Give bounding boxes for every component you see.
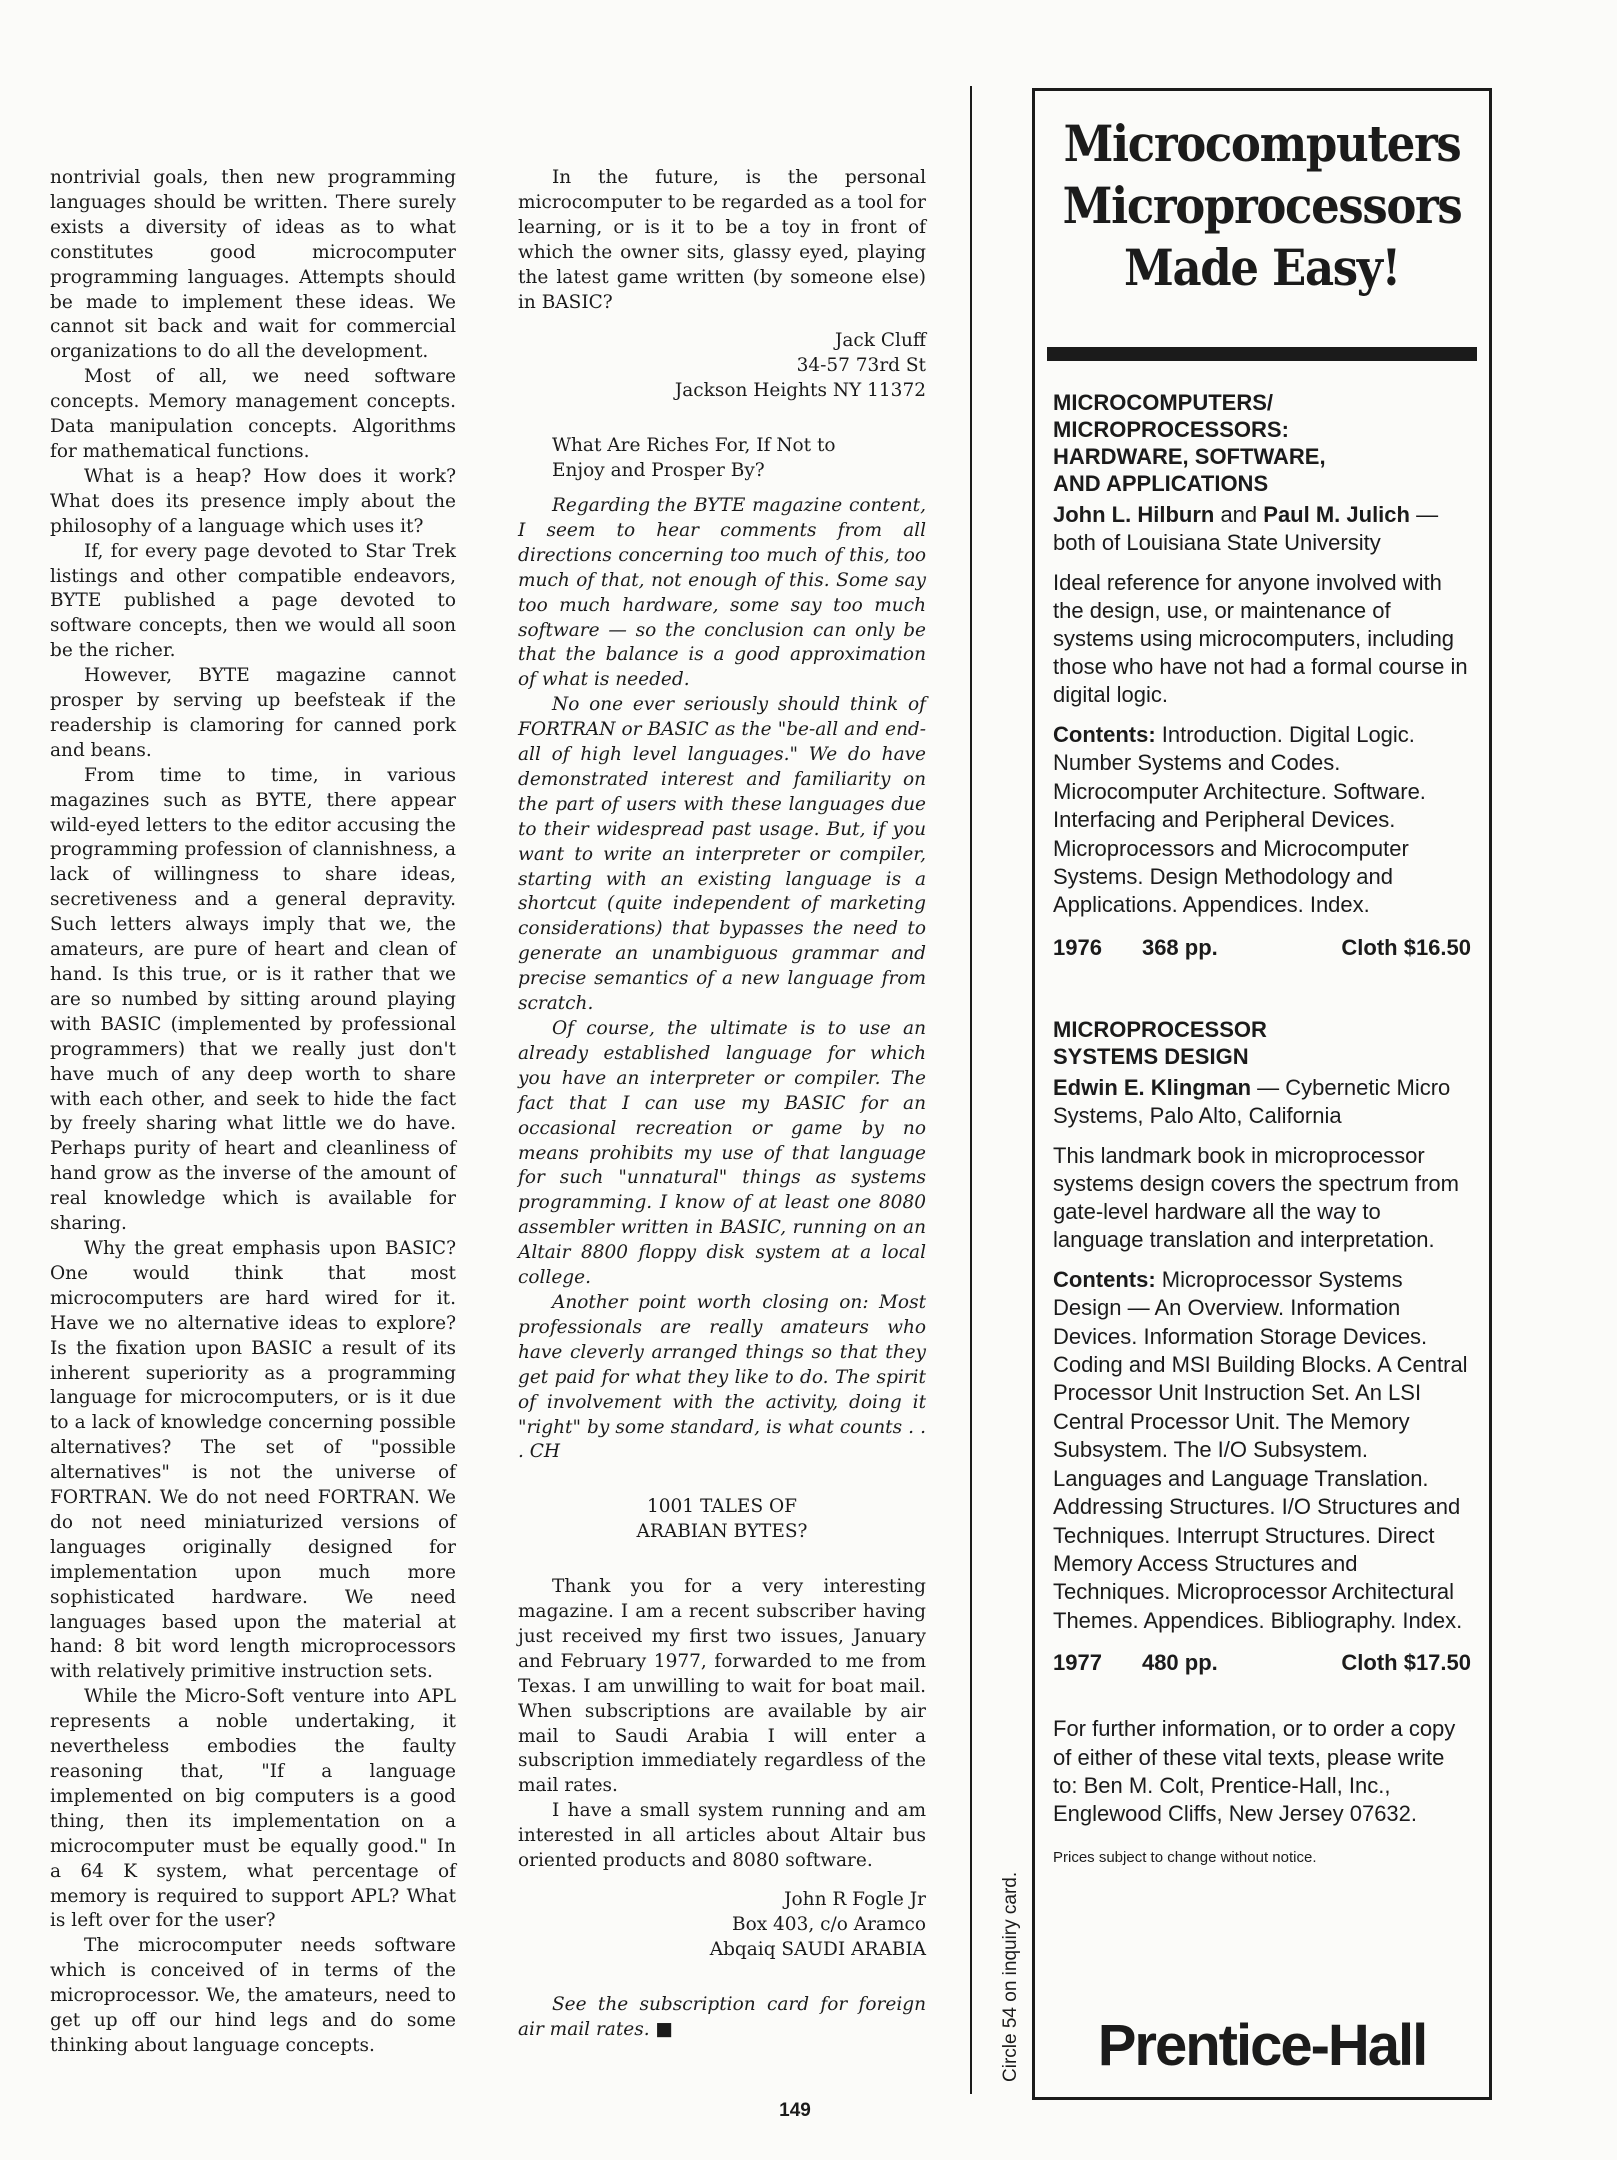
book-contents xyxy=(1053,1266,1471,1635)
body-paragraph: However, BYTE magazine cannot prosper by serving up beefsteak if the readership is clamoring for canned pork and beans. xyxy=(50,665,456,761)
body-paragraph: While the Micro-Soft venture into APL represents a noble undertaking, it nevertheless embodies the faulty reasoning that, "If a language implemented on big computers is a good thing, then its implementation on a microcomputer must be equally good." In a 64 K system, what percentage of memory is required to support APL? What is left over for the user? xyxy=(50,1686,456,1932)
column-divider xyxy=(970,86,972,2094)
ad-headline xyxy=(1058,113,1467,299)
letter-heading: 1001 TALES OF xyxy=(647,1496,797,1518)
book-year: 1976 xyxy=(1053,934,1102,960)
reply-paragraph: Another point worth closing on: Most professionals are really amateurs who have cleverly arranged things so that they get paid for what they like to do. The spirit of involvement with the activity, doing it "right" by some standard, is what counts . . . CH xyxy=(518,1291,926,1463)
reply-paragraph: Regarding the BYTE magazine content, I seem to hear comments from all directions concerning too much of this, too much of that, not enough of this. Some say too much hardware, some say too much software — so the conclusion can only be that the balance is a good approximation of what is needed. xyxy=(518,494,926,691)
body-paragraph: From time to time, in various magazines such as BYTE, there appear wild-eyed letters to the editor accusing the programming profession of clannishness, a lack of willingness to share ideas, secretiveness and a general depravity. Such letters always imply that we, the amateurs, are pure of heart and clean of hand. Is this true, or is it rather that we are so numbed by sitting around playing with BASIC (implemented by professional programmers) that we really just don't have much of any deep worth to share with each other, and seek to hide the fact by freely sharing what little we do have. Perhaps purity of heart and cleanliness of hand grow as the inverse of the amount of real knowledge which is available for sharing. xyxy=(50,764,456,1235)
book-2 xyxy=(1053,1016,1471,1677)
book-pages: 480 pp. xyxy=(1141,1650,1218,1676)
letter-column-2 xyxy=(518,166,926,2043)
letter-heading: ARABIAN BYTES? xyxy=(636,1521,808,1543)
book-authors xyxy=(1053,1074,1471,1130)
book-title-line: MICROPROCESSORS: xyxy=(1053,417,1289,442)
book-title-line: AND APPLICATIONS xyxy=(1053,471,1269,496)
ad-body xyxy=(1053,389,1471,1866)
editor-note-text: See the subscription card for foreign air mail rates. xyxy=(518,1993,926,2040)
body-paragraph: Most of all, we need software concepts. Memory management concepts. Data manipulation concepts. Algorithms for mathematical functions. xyxy=(50,366,456,462)
body-paragraph: Thank you for a very interesting magazine. I am a recent subscriber having just received my first two issues, January and February 1977, forwarded to me from Texas. I am unwilling to wait for boat mail. When subscriptions are available by air mail to Saudi Arabia I will enter a subscription immediately regardless of the mail rates. xyxy=(518,1576,926,1797)
order-info: For further information, or to order a copy of either of these vital texts, please write to: Ben M. Colt, Prentice-Hall, Inc., Englewood Cliffs, New Jersey 07632. xyxy=(1053,1716,1456,1827)
book-description: This landmark book in microprocessor systems design covers the spectrum from gate-level hardware all the way to language translation and interpretation. xyxy=(1053,1142,1459,1252)
book-meta xyxy=(1053,1649,1471,1677)
letter-closing-paragraph: In the future, is the personal microcomputer to be regarded as a tool for learning, or is it to be a toy in front of which the owner sits, glassy eyed, playing the latest game written (by someone else) in BASIC? xyxy=(518,167,926,313)
page-number: 149 xyxy=(779,2100,811,2121)
book-price: Cloth $17.50 xyxy=(1341,1650,1471,1676)
contents-label: Contents: xyxy=(1053,1266,1156,1292)
letter-column-1 xyxy=(50,166,456,2059)
prentice-hall-advertisement xyxy=(1032,88,1492,2100)
author-affiliation: — Cybernetic Micro Systems, Palo Alto, California xyxy=(1053,1074,1451,1128)
book-title-line: MICROCOMPUTERS/ xyxy=(1053,390,1273,415)
body-paragraph: What is a heap? How does it work? What does its presence imply about the philosophy of a language which uses it? xyxy=(50,465,456,537)
ad-headline-line: Microprocessors xyxy=(1062,176,1462,235)
signature-city: Abqaiq SAUDI ARABIA xyxy=(709,1938,926,1960)
book-description: Ideal reference for anyone involved with the design, use, or maintenance of systems using microcomputers, including those who have not had a formal course in digital logic. xyxy=(1053,570,1468,707)
ad-headline-line: Made Easy! xyxy=(1124,238,1400,297)
editor-note xyxy=(518,1993,926,2043)
signature-name: John R Fogle Jr xyxy=(784,1889,926,1910)
author-name: John L. Hilburn xyxy=(1053,502,1215,527)
signature-city: Jackson Heights NY 11372 xyxy=(674,380,926,402)
body-paragraph: I have a small system running and am interested in all articles about Altair bus oriented products and 8080 software. xyxy=(518,1800,926,1872)
book-title-line: MICROPROCESSOR xyxy=(1053,1016,1267,1042)
letter-heading: Enjoy and Prosper By? xyxy=(552,460,765,482)
reply-paragraph: No one ever seriously should think of FORTRAN or BASIC as the "be-all and end-all of high level languages." We do have demonstrated interest and familiarity on the part of users with these languages due to their widespread past usage. But, if you want to write an interpreter or compiler, starting with an existing language is a shortcut (quite independent of marketing considerations) that bypasses the need to generate an unambiguous grammar and precise semantics of a new language from scratch. xyxy=(518,694,926,1015)
book-pages: 368 pp. xyxy=(1141,934,1218,960)
body-paragraph: If, for every page devoted to Star Trek listings and other compatible endeavors, BYTE published a page devoted to software concepts, then we would all soon be the richer. xyxy=(50,540,456,662)
book-year: 1977 xyxy=(1053,1650,1102,1676)
body-paragraph: Why the great emphasis upon BASIC? One would think that most microcomputers are hard wired for it. Have we no alternative ideas to explore? Is the fixation upon BASIC a result of its inherent superiority as a programming language for microcomputers, or is it due to a lack of knowledge concerning possible alternatives? The set of "possible alternatives" is not the universe of FORTRAN. We do not need FORTRAN. We do not need miniaturized versions of languages originally designed for implementation upon much more sophisticated hardware. We need languages based upon the material at hand: 8 bit word length microprocessors with relatively primitive instruction sets. xyxy=(50,1237,456,1683)
body-paragraph: nontrivial goals, then new programming languages should be written. There surely exists a diversity of ideas as to what constitutes good microcomputer programming languages. Attempts should be made to implement these ideas. We cannot sit back and wait for commercial organizations to do all the development. xyxy=(50,167,456,363)
reply-paragraph: Of course, the ultimate is to use an already established language for which you have an interpreter or compiler. The fact that I can use my BASIC for an occasional recreation or game by no means prohibits my use of that language for such "unnatural" things as systems programming. I know of at least one 8080 assembler written in BASIC, running on an Altair 8800 floppy disk system at a local college. xyxy=(518,1018,926,1289)
publisher-logo: Prentice-Hall xyxy=(1097,2013,1427,2078)
prices-note: Prices subject to change without notice. xyxy=(1053,1848,1317,1866)
end-mark-icon: ■ xyxy=(655,2018,673,2040)
author-name: Edwin E. Klingman xyxy=(1053,1074,1252,1100)
signature-address: 34-57 73rd St xyxy=(796,355,926,377)
author-name: Paul M. Julich xyxy=(1263,502,1410,527)
book-authors xyxy=(1053,501,1471,557)
body-paragraph: The microcomputer needs software which is conceived of in terms of the microprocessor. We, the amateurs, need to get up off our hind legs and do some thinking about language concepts. xyxy=(50,1935,456,2056)
book-title-line: HARDWARE, SOFTWARE, xyxy=(1053,444,1326,469)
ad-headline-line: Microcomputers xyxy=(1063,114,1461,173)
book-1 xyxy=(1053,389,1471,962)
author-affiliation: — both of Louisiana State University xyxy=(1053,502,1439,555)
contents-text: Introduction. Digital Logic. Number Systems and Codes. Microcomputer Architecture. Software. Interfacing and Peripheral Devices. Microprocessors and Microcomputer Systems. Design Methodology and Applications. Appendices. Index. xyxy=(1053,722,1426,918)
book-price: Cloth $16.50 xyxy=(1341,934,1471,960)
signature-address: Box 403, c/o Aramco xyxy=(731,1913,926,1935)
contents-label: Contents: xyxy=(1053,722,1156,747)
book-contents xyxy=(1053,721,1471,920)
inquiry-card-note: Circle 54 on inquiry card. xyxy=(1000,1871,1021,2082)
letter-heading: What Are Riches For, If Not to xyxy=(552,435,836,457)
contents-text: Microprocessor Systems Design — An Overview. Information Devices. Information Storage Devices. Coding and MSI Building Blocks. A Central Processor Unit Instruction Set. An LSI Central Processor Unit. The Memory Subsystem. The I/O Subsystem. Languages and Language Translation. Addressing Structures. I/O Structures and Techniques. Interrupt Structures. Direct Memory Access Structures and Techniques. Microprocessor Architectural Themes. Appendices. Bibliography. Index. xyxy=(1053,1266,1468,1633)
ad-divider-bar xyxy=(1047,347,1477,361)
signature-name: Jack Cluff xyxy=(834,330,926,352)
book-title-line: SYSTEMS DESIGN xyxy=(1053,1043,1249,1069)
author-conjunction: and xyxy=(1214,502,1264,527)
book-meta xyxy=(1053,934,1471,962)
